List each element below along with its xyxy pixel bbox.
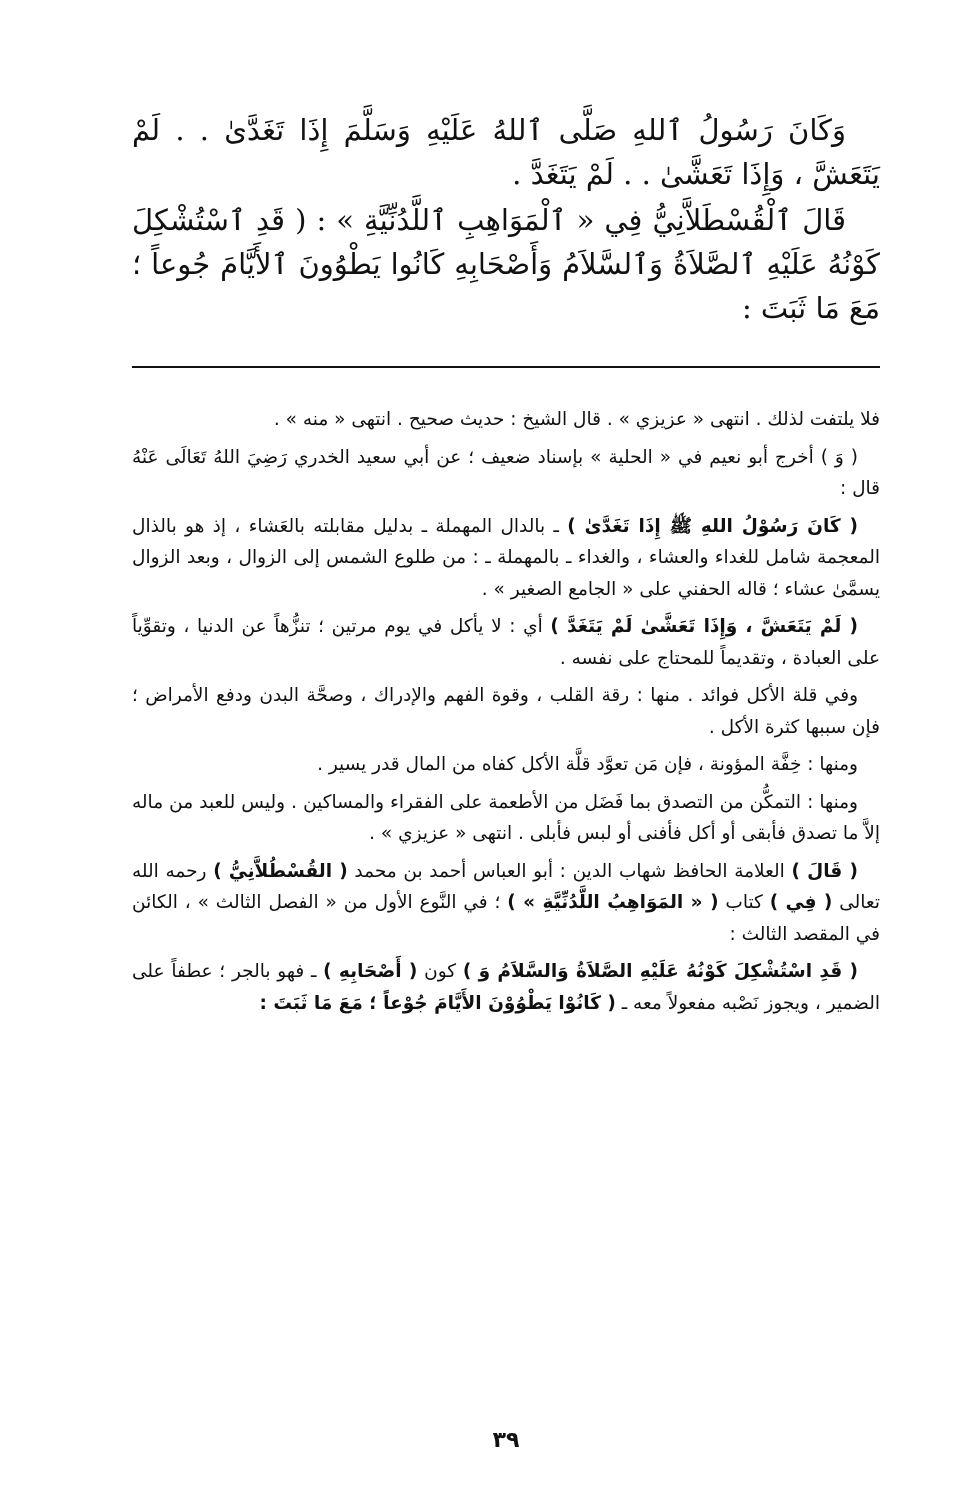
hadith-quote: ( لَمْ يَتَعَشَّ ، وَإِذَا تَعَشَّىٰ لَمْ يَتَغَدَّ ) — [550, 616, 858, 637]
quoted-term: ( فِي ) — [769, 892, 833, 913]
main-paragraph-2: قَالَ ٱلْقُسْطَلاَّنِيُّ فِي « ٱلْمَوَاهِبِ ٱللَّدُنِّيَّةِ » : ( قَدِ ٱسْتُشْكِلَ كَوْنُهُ عَلَيْهِ ٱلصَّلاَةُ وَٱلسَّلاَمُ وَأَصْحَابِهِ كَانُوا يَطْوُونَ ٱلأَيَّامَ جُوعاً ؛ مَعَ مَا ثَبَتَ : — [132, 203, 880, 325]
main-paragraph-1: وَكَانَ رَسُولُ ٱللهِ صَلَّى ٱللهُ عَلَيْهِ وَسَلَّمَ إِذَا تَغَدَّىٰ . . لَمْ يَتَعَشَّ ، وَإِذَا تَعَشَّىٰ . . لَمْ يَتَغَدَّ . — [132, 113, 880, 191]
footnote-divider — [132, 366, 880, 368]
commentary-text: ـ فهو بالجر ؛ عطفاً على الضمير ، ويجوز نَصْبه مفعولاً معه ـ — [132, 961, 880, 1014]
book-page — [132, 108, 881, 1453]
commentary-paragraph-4 — [132, 611, 880, 674]
quoted-term: ( قَالَ ) — [791, 860, 858, 882]
commentary-paragraph-5: وفي قلة الأكل فوائد . منها : رقة القلب ، وقوة الفهم والإدراك ، وصحَّة البدن ودفع الأمراض ؛ فإن سببها كثرة الأكل . — [132, 685, 880, 738]
quoted-term: ( كَانُوْا يَطْوُوْنَ الأَيَّامَ جُوْعاً ؛ مَعَ مَا ثَبَتَ : — [259, 992, 616, 1014]
commentary-text: كون — [417, 961, 463, 982]
commentary-paragraph-3 — [132, 511, 880, 606]
commentary-text: رحمه الله تعالى — [132, 860, 881, 913]
commentary-paragraph-1: فلا يلتفت لذلك . انتهى « عزيزي » . قال الشيخ : حديث صحيح . انتهى « منه » . — [273, 409, 880, 430]
commentary-paragraph-8 — [132, 856, 880, 951]
commentary-text: أي : لا يأكل في يوم مرتين ؛ تنزُّهاً عن الدنيا ، وتقوِّياً على العبادة ، وتقديماً للمحتاج على نفسه . — [132, 616, 880, 669]
commentary-paragraph-9 — [132, 956, 880, 1019]
commentary-block — [132, 404, 880, 1025]
commentary-paragraph-6: ومنها : خِفَّة المؤونة ، فإن مَن تعوَّد قلَّة الأكل كفاه من المال قدر يسير . — [317, 754, 858, 775]
main-text-block — [132, 108, 880, 330]
hadith-quote: ( كَانَ رَسُوْلُ اللهِ ﷺ إِذَا تَغَدَّىٰ ) — [567, 515, 858, 537]
quoted-term: ( القُسْطُلاَّنِيُّ ) — [213, 860, 348, 882]
commentary-text: ؛ في النَّوع الأول من « الفصل الثالث » ، الكائن في المقصد الثالث : — [132, 892, 880, 945]
book-title: ( « المَوَاهِبُ اللَّدُنِّيَّةِ » ) — [507, 892, 719, 913]
quoted-term: ( قَدِ اسْتُشْكِلَ كَوْنُهُ عَلَيْهِ الصَّلاَةُ وَالسَّلاَمُ وَ ) — [462, 961, 858, 982]
quoted-term: ( أَصْحَابِهِ ) — [323, 961, 418, 982]
commentary-text: العلامة الحافظ شهاب الدين : أبو العباس أحمد بن محمد — [347, 860, 792, 882]
page-number: ٣٩ — [492, 1428, 520, 1453]
commentary-text: كتاب — [718, 892, 770, 913]
commentary-paragraph-2: ( وَ ) أخرج أبو نعيم في « الحلية » بإسناد ضعيف ؛ عن أبي سعيد الخدري رَضِيَ اللهُ تَعَالَى عَنْهُ قال : — [132, 446, 880, 499]
commentary-paragraph-7: ومنها : التمكُّن من التصدق بما فَضَل من الأطعمة على الفقراء والمساكين . وليس للعبد من ماله إلاَّ ما تصدق فأبقى أو أكل فأفنى أو لبس فأبلى . انتهى « عزيزي » . — [132, 791, 880, 844]
commentary-text: ـ بالدال المهملة ـ بدليل مقابلته بالعَشاء ، إذ هو بالذال المعجمة شامل للغداء والعشاء ، والغداء ـ بالمهملة ـ : من طلوع الشمس إلى الزوال ، وبعد الزوال يسمَّىٰ عشاء ؛ قاله الحفني على « الجامع الصغير » . — [132, 515, 880, 600]
